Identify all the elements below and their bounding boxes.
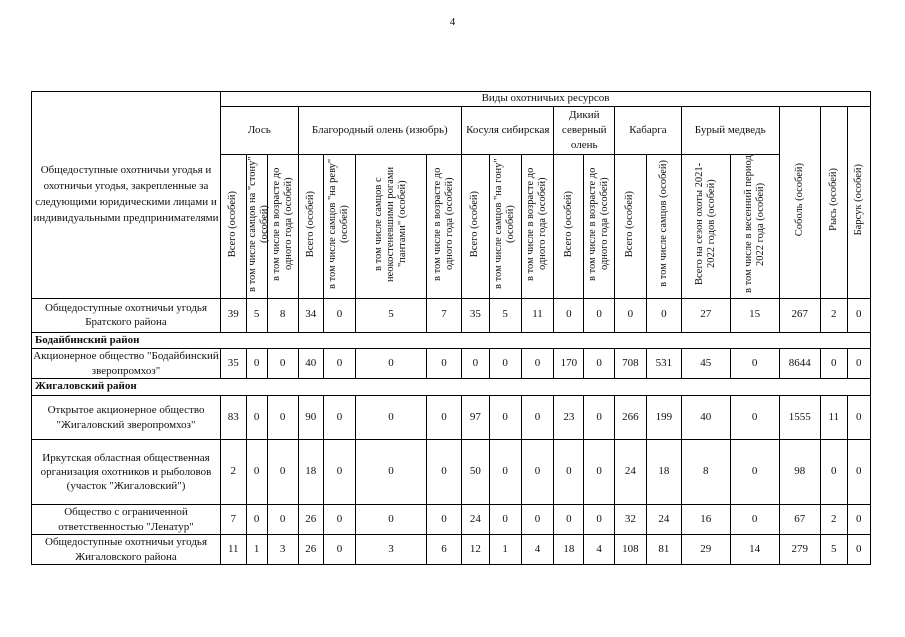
table-cell: 0	[489, 349, 521, 379]
table-cell: 0	[267, 440, 298, 505]
row-name: Общедоступные охотничьи угодья Жигаловского района	[32, 535, 221, 565]
table-cell: 18	[554, 535, 584, 565]
table-cell: 3	[267, 535, 298, 565]
table-cell: 11	[221, 535, 246, 565]
table-cell: 0	[554, 505, 584, 535]
table-cell: 0	[427, 396, 462, 440]
table-row	[32, 535, 871, 565]
table-cell: 0	[730, 505, 779, 535]
table-cell: 2	[820, 298, 847, 332]
table-cell: 32	[614, 505, 646, 535]
table-cell: 0	[584, 396, 615, 440]
table-cell: 199	[646, 396, 681, 440]
table-cell: 8644	[779, 349, 820, 379]
table-cell: 0	[521, 440, 554, 505]
table-cell: 0	[847, 396, 870, 440]
table-cell: 24	[462, 505, 490, 535]
group-header-brown-bear: Бурый медведь	[681, 106, 779, 154]
row-name: Иркутская областная общественная организация охотников и рыболовов (участок "Жигаловский")	[32, 440, 221, 505]
col-header: Всего на сезон охоты 2021-2022 годов (особей)	[681, 154, 730, 298]
table-cell: 90	[298, 396, 323, 440]
table-cell: 35	[221, 349, 246, 379]
table-cell: 0	[427, 440, 462, 505]
table-cell: 266	[614, 396, 646, 440]
table-cell: 98	[779, 440, 820, 505]
table-cell: 7	[221, 505, 246, 535]
table-cell: 1	[246, 535, 267, 565]
table-cell: 0	[847, 349, 870, 379]
table-cell: 108	[614, 535, 646, 565]
table-cell: 0	[847, 440, 870, 505]
row-name: Общество с ограниченной ответственностью "Ленатур"	[32, 505, 221, 535]
table-cell: 0	[646, 298, 681, 332]
table-cell: 8	[681, 440, 730, 505]
table-cell: 0	[324, 349, 356, 379]
table-cell: 0	[584, 349, 615, 379]
table-cell: 531	[646, 349, 681, 379]
table-cell: 18	[298, 440, 323, 505]
table-cell: 0	[355, 505, 426, 535]
table-cell: 24	[614, 440, 646, 505]
table-cell: 24	[646, 505, 681, 535]
table-cell: 0	[730, 440, 779, 505]
table-cell: 0	[267, 505, 298, 535]
table-row	[32, 349, 871, 379]
table-cell: 45	[681, 349, 730, 379]
table-cell: 16	[681, 505, 730, 535]
table-cell: 50	[462, 440, 490, 505]
table-cell: 26	[298, 505, 323, 535]
table-cell: 0	[462, 349, 490, 379]
table-cell: 35	[462, 298, 490, 332]
table-row	[32, 505, 871, 535]
corner-header: Общедоступные охотничьи угодья и охотничьи угодья, закрепленные за следующими юридическими лицами и индивидуальными предпринимателями	[32, 92, 221, 299]
group-header-reindeer: Дикий северный олень	[554, 106, 615, 154]
table-cell: 0	[355, 440, 426, 505]
group-header-elk: Лось	[221, 106, 299, 154]
section-title: Бодайбинский район	[32, 332, 871, 349]
table-cell: 0	[246, 440, 267, 505]
table-cell: 0	[355, 396, 426, 440]
table-cell: 0	[427, 349, 462, 379]
table-cell: 0	[847, 535, 870, 565]
table-cell: 0	[324, 396, 356, 440]
table-cell: 0	[246, 396, 267, 440]
table-cell: 29	[681, 535, 730, 565]
table-cell: 170	[554, 349, 584, 379]
section-row	[32, 332, 871, 349]
table-cell: 0	[267, 396, 298, 440]
table-cell: 0	[847, 298, 870, 332]
table-cell: 11	[820, 396, 847, 440]
table-cell: 0	[246, 349, 267, 379]
group-header-roe-deer: Косуля сибирская	[462, 106, 554, 154]
col-header: в том числе в возрасте до одного года (особей)	[267, 154, 298, 298]
section-row	[32, 379, 871, 396]
table-cell: 26	[298, 535, 323, 565]
section-title: Жигаловский район	[32, 379, 871, 396]
table-cell: 2	[221, 440, 246, 505]
col-header: Всего (особей)	[462, 154, 490, 298]
col-header: Всего (особей)	[554, 154, 584, 298]
col-header: в том числе в возрасте до одного года (особей)	[427, 154, 462, 298]
table-cell: 6	[427, 535, 462, 565]
table-cell: 1555	[779, 396, 820, 440]
table-cell: 15	[730, 298, 779, 332]
table-cell: 5	[246, 298, 267, 332]
table-cell: 5	[355, 298, 426, 332]
table-body	[32, 298, 871, 565]
table-cell: 23	[554, 396, 584, 440]
table-cell: 0	[489, 440, 521, 505]
table-cell: 39	[221, 298, 246, 332]
row-name: Общедоступные охотничьи угодья Братского района	[32, 298, 221, 332]
table-cell: 0	[554, 440, 584, 505]
table-cell: 0	[521, 505, 554, 535]
table-cell: 5	[489, 298, 521, 332]
row-name: Открытое акционерное общество "Жигаловский зверопромхоз"	[32, 396, 221, 440]
table-cell: 27	[681, 298, 730, 332]
hunting-resources-table	[31, 91, 871, 565]
table-cell: 5	[820, 535, 847, 565]
col-header: Всего (особей)	[221, 154, 246, 298]
table-cell: 0	[584, 505, 615, 535]
table-cell: 0	[614, 298, 646, 332]
col-header: Всего (особей)	[298, 154, 323, 298]
table-cell: 11	[521, 298, 554, 332]
table-cell: 40	[681, 396, 730, 440]
table-cell: 8	[267, 298, 298, 332]
table-cell: 2	[820, 505, 847, 535]
group-header-musk-deer: Кабарга	[614, 106, 681, 154]
col-header: в том числе самцов "на гону" (особей)	[489, 154, 521, 298]
table-cell: 0	[427, 505, 462, 535]
table-cell: 0	[324, 535, 356, 565]
table-cell: 0	[847, 505, 870, 535]
col-header: в том числе в возрасте до одного года (особей)	[584, 154, 615, 298]
table-cell: 0	[730, 349, 779, 379]
table-cell: 14	[730, 535, 779, 565]
table-cell: 34	[298, 298, 323, 332]
table-cell: 0	[820, 440, 847, 505]
table-cell: 81	[646, 535, 681, 565]
col-header-lynx: Рысь (особей)	[820, 106, 847, 298]
table-row	[32, 396, 871, 440]
table-cell: 0	[246, 505, 267, 535]
table-cell: 0	[489, 396, 521, 440]
col-header: в том числе в возрасте до одного года (особей)	[521, 154, 554, 298]
col-header: Всего (особей)	[614, 154, 646, 298]
col-header: в том числе самцов с неокостеневшими рогами "пантами" (особей)	[355, 154, 426, 298]
table-cell: 0	[554, 298, 584, 332]
table-cell: 3	[355, 535, 426, 565]
row-name: Акционерное общество "Бодайбинский зверопромхоз"	[33, 350, 219, 377]
table-cell: 7	[427, 298, 462, 332]
page-number: 4	[449, 16, 456, 28]
table-cell: 0	[324, 298, 356, 332]
table-cell: 1	[489, 535, 521, 565]
table-cell: 4	[584, 535, 615, 565]
table-cell: 708	[614, 349, 646, 379]
table-cell: 0	[324, 440, 356, 505]
table-cell: 0	[584, 298, 615, 332]
col-header: в том числе самцов "на реву" (особей)	[324, 154, 356, 298]
table-cell: 67	[779, 505, 820, 535]
table-cell: 0	[584, 440, 615, 505]
table-cell: 0	[820, 349, 847, 379]
top-header: Виды охотничьих ресурсов	[221, 92, 871, 107]
col-header: в том числе в весенний период 2022 года (особей)	[730, 154, 779, 298]
table-cell: 0	[521, 349, 554, 379]
col-header: в том числе самцов (особей)	[646, 154, 681, 298]
table-cell: 4	[521, 535, 554, 565]
table-cell: 12	[462, 535, 490, 565]
table-cell: 0	[324, 505, 356, 535]
table-cell: 0	[730, 396, 779, 440]
table-cell: 279	[779, 535, 820, 565]
table-cell: 267	[779, 298, 820, 332]
table-cell: 40	[298, 349, 323, 379]
group-header-red-deer: Благородный олень (изюбрь)	[298, 106, 462, 154]
table-row	[32, 440, 871, 505]
table-cell: 83	[221, 396, 246, 440]
col-header: в том числе самцов на "стону" (особей)	[246, 154, 267, 298]
table-cell: 18	[646, 440, 681, 505]
col-header-sable: Соболь (особей)	[779, 106, 820, 298]
table-cell: 0	[489, 505, 521, 535]
table-cell: 0	[355, 349, 426, 379]
table-cell: 0	[267, 349, 298, 379]
table-cell: 97	[462, 396, 490, 440]
table-row	[32, 298, 871, 332]
table-cell: 0	[521, 396, 554, 440]
col-header-badger: Барсук (особей)	[847, 106, 870, 298]
